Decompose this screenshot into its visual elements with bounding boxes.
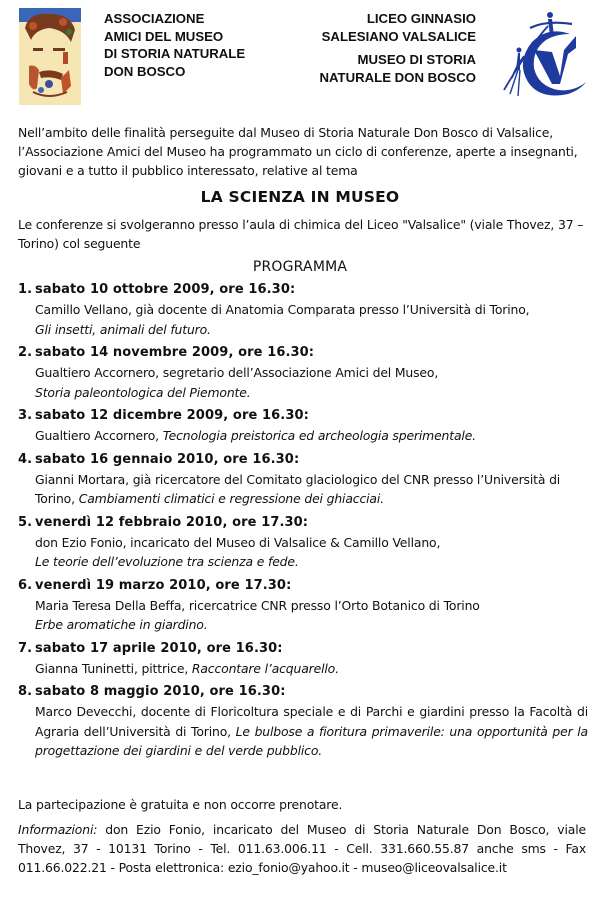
event-date: 2. sabato 14 novembre 2009, ore 16.30: <box>18 345 315 360</box>
association-name: ASSOCIAZIONE AMICI DEL MUSEO DI STORIA NATURALE DON BOSCO <box>104 11 246 79</box>
event-date: 7. sabato 17 aprile 2010, ore 16.30: <box>18 640 283 656</box>
event-item <box>18 576 588 635</box>
event-item <box>18 343 588 402</box>
event-date: 3. sabato 12 dicembre 2009, ore 16.30: <box>18 408 309 423</box>
event-details <box>18 596 588 635</box>
event-speaker: Gualtiero Accornero, segretario dell’Associazione Amici del Museo, <box>35 365 439 380</box>
event-speaker: don Ezio Fonio, incaricato del Museo di Valsalice & Camillo Vellano, <box>35 534 441 550</box>
info-text: don Ezio Fonio, incaricato del Museo di Storia Naturale Don Bosco, viale Thovez, 37 - 10131 Torino - Tel. 011.63.006.11 - Cell. 331.660.55.87 anche sms - Fax 011.66.022.21 - Posta elettronica: ezio_fonio@yahoo.it - museo@liceovalsalice.it <box>18 822 586 875</box>
event-details <box>18 533 588 572</box>
event-details <box>18 659 588 679</box>
event-item <box>18 682 588 761</box>
event-details <box>18 426 588 446</box>
event-list <box>18 280 588 765</box>
program-title: PROGRAMMA <box>252 259 348 275</box>
event-speaker: Gianni Mortara, già ricercatore del Comitato glaciologico del CNR presso l’Università di Torino, <box>35 471 561 506</box>
valsalice-figures-logo-icon <box>490 6 590 104</box>
event-speaker: Maria Teresa Della Beffa, ricercatrice CNR presso l’Orto Botanico di Torino <box>35 597 480 613</box>
event-item <box>18 450 588 509</box>
event-item <box>18 513 588 572</box>
event-speaker: Gualtiero Accornero, <box>35 428 159 443</box>
event-speaker: Gianna Tuninetti, pittrice, <box>35 660 189 676</box>
event-date: 6. venerdì 19 marzo 2010, ore 17.30: <box>18 577 292 593</box>
don-bosco-portrait-logo-icon <box>19 8 81 105</box>
school-museum-name: LICEO GINNASIO SALESIANO VALSALICE MUSEO DI STORIA NATURALE DON BOSCO <box>319 11 476 85</box>
event-item <box>18 406 588 446</box>
contact-info <box>18 820 586 877</box>
event-date: 4. sabato 16 gennaio 2010, ore 16.30: <box>18 451 300 467</box>
event-details <box>18 470 588 509</box>
event-item <box>18 639 588 679</box>
event-date: 1. sabato 10 ottobre 2009, ore 16.30: <box>18 282 296 297</box>
intro-paragraph: Nell’ambito delle finalità perseguite dal Museo di Storia Naturale Don Bosco di Valsalice, l’Associazione Amici del Museo ha programmato un ciclo di conferenze, aperte a insegnanti, giovani e a tutto il pubblico interessato, relative al tema <box>18 125 578 178</box>
event-details <box>18 300 588 339</box>
event-title: Le teorie dell’evoluzione tra scienza e fede. <box>35 554 299 569</box>
info-label: Informazioni: <box>18 822 98 837</box>
event-details <box>18 702 588 761</box>
event-speaker: Marco Devecchi, docente di Floricoltura speciale e di Parchi e giardini presso la Facoltà di Agraria dell’Università di Torino, <box>35 704 588 739</box>
participation-note: La partecipazione è gratuita e non occorre prenotare. <box>18 797 343 812</box>
event-item <box>18 280 588 339</box>
venue-paragraph: Le conferenze si svolgeranno presso l’aula di chimica del Liceo "Valsalice" (viale Thovez, 37 – Torino) col seguente <box>18 217 584 251</box>
event-title: Raccontare l’acquarello. <box>191 660 339 676</box>
event-date: 5. venerdì 12 febbraio 2010, ore 17.30: <box>18 514 309 530</box>
event-details <box>18 363 588 402</box>
event-speaker: Camillo Vellano, già docente di Anatomia Comparata presso l’Università di Torino, <box>35 302 530 317</box>
event-title: Cambiamenti climatici e regressione dei ghiacciai. <box>78 491 384 506</box>
event-title: Erbe aromatiche in giardino. <box>35 617 208 632</box>
event-title: Tecnologia preistorica ed archeologia sperimentale. <box>162 428 476 443</box>
main-title: LA SCIENZA IN MUSEO <box>200 188 400 206</box>
event-title: Le bulbose a fioritura primaverile: una opportunità per la progettazione dei giardini e del verde pubblico. <box>35 723 588 758</box>
document-header <box>0 0 600 108</box>
event-title: Storia paleontologica del Piemonte. <box>35 384 251 400</box>
event-title: Gli insetti, animali del futuro. <box>35 321 211 337</box>
event-date: 8. sabato 8 maggio 2010, ore 16.30: <box>18 684 286 699</box>
